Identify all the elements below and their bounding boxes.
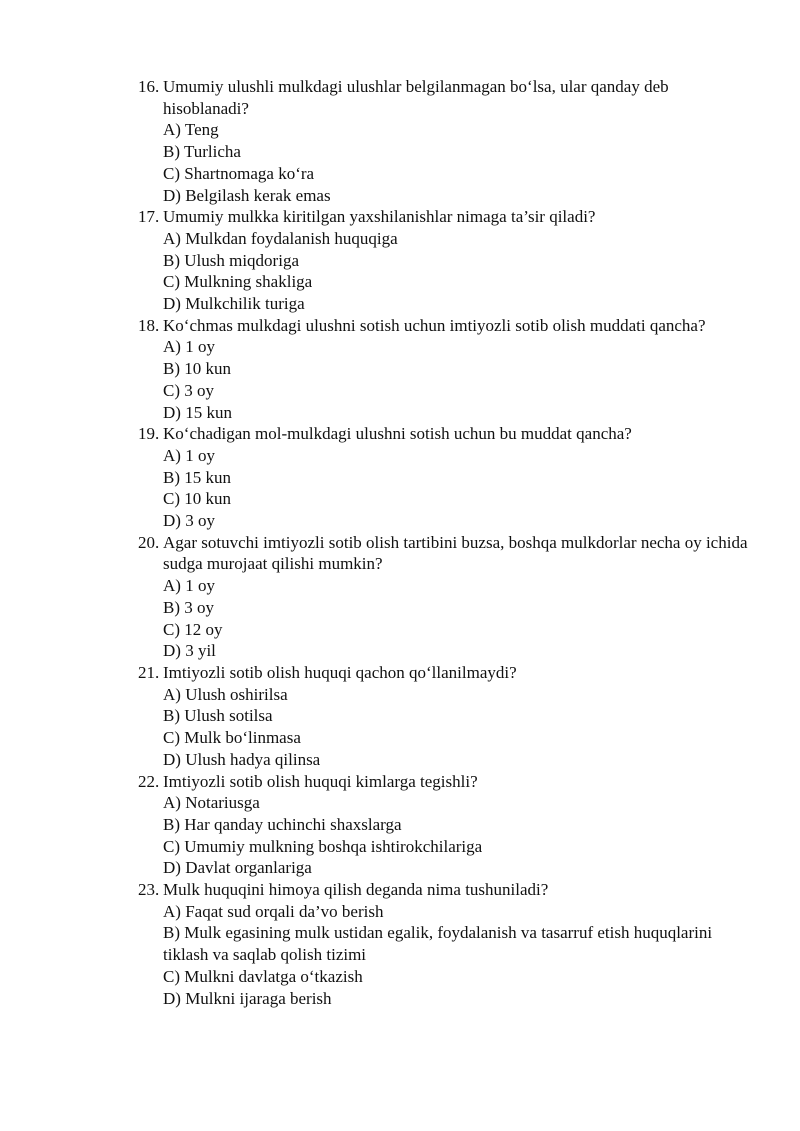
question-number: 18. (138, 315, 160, 335)
question-22 (138, 771, 748, 880)
option-a: A) Faqat sud orqali da’vo berish (163, 901, 384, 921)
question-text: Imtiyozli sotib olish huquqi kimlarga tegishli? (163, 771, 478, 791)
option-d: D) 3 oy (163, 511, 215, 531)
option-a: A) Mulkdan foydalanish huquqiga (163, 228, 398, 248)
question-18 (138, 315, 748, 424)
option-b: B) Har qanday uchinchi shaxslarga (163, 814, 402, 834)
option-b: B) Ulush miqdoriga (163, 250, 299, 270)
option-c: C) Umumiy mulkning boshqa ishtirokchilariga (163, 836, 483, 856)
question-17 (138, 206, 748, 315)
option-b: B) 10 kun (163, 359, 231, 379)
option-a: A) Ulush oshirilsa (163, 684, 288, 704)
question-20 (138, 532, 748, 662)
option-c: C) Mulk bo‘linmasa (163, 728, 301, 748)
question-text: Ko‘chadigan mol-mulkdagi ulushni sotish uchun bu muddat qancha? (163, 424, 632, 444)
question-text: Mulk huquqini himoya qilish deganda nima tushuniladi? (163, 880, 549, 900)
question-23 (138, 879, 748, 1009)
question-text: Umumiy mulkka kiritilgan yaxshilanishlar nimaga ta’sir qiladi? (163, 207, 596, 227)
question-number: 22. (138, 771, 160, 791)
option-d: D) Davlat organlariga (163, 858, 312, 878)
option-a: A) 1 oy (163, 337, 215, 357)
option-d: D) Belgilash kerak emas (163, 185, 331, 205)
option-a: A) 1 oy (163, 445, 215, 465)
question-21 (138, 662, 748, 771)
option-a: A) Notariusga (163, 793, 260, 813)
option-a: A) Teng (163, 120, 219, 140)
question-text: Umumiy ulushli mulkdagi ulushlar belgilanmagan bo‘lsa, ular qanday deb hisoblanadi? (163, 77, 669, 118)
question-number: 17. (138, 207, 160, 227)
option-b: B) 15 kun (163, 467, 231, 487)
question-number: 20. (138, 532, 160, 552)
option-d: D) Ulush hadya qilinsa (163, 749, 321, 769)
option-c: C) Mulkning shakliga (163, 272, 313, 292)
option-d: D) Mulkchilik turiga (163, 294, 305, 314)
option-d: D) Mulkni ijaraga berish (163, 988, 332, 1008)
option-c: C) 12 oy (163, 619, 223, 639)
question-19 (138, 423, 748, 532)
question-number: 19. (138, 424, 160, 444)
question-text: Imtiyozli sotib olish huquqi qachon qo‘llanilmaydi? (163, 662, 517, 682)
option-c: C) Mulkni davlatga o‘tkazish (163, 966, 363, 986)
question-number: 21. (138, 662, 160, 682)
option-c: C) Shartnomaga ko‘ra (163, 163, 315, 183)
option-b: B) Mulk egasining mulk ustidan egalik, foydalanish va tasarruf etish huquqlarini tiklash va saqlab qolish tizimi (163, 923, 713, 965)
question-list (138, 76, 748, 1009)
question-number: 23. (138, 880, 160, 900)
option-c: C) 3 oy (163, 380, 214, 400)
option-d: D) 15 kun (163, 402, 232, 422)
question-text: Agar sotuvchi imtiyozli sotib olish tartibini buzsa, boshqa mulkdorlar necha oy ichida sudga murojaat qilishi mumkin? (163, 532, 748, 574)
question-text: Ko‘chmas mulkdagi ulushni sotish uchun imtiyozli sotib olish muddati qancha? (163, 315, 706, 335)
option-c: C) 10 kun (163, 489, 231, 509)
question-16 (138, 76, 748, 206)
option-a: A) 1 oy (163, 576, 215, 596)
option-b: B) 3 oy (163, 597, 214, 617)
option-d: D) 3 yil (163, 641, 216, 661)
option-b: B) Ulush sotilsa (163, 706, 273, 726)
option-b: B) Turlicha (163, 142, 241, 162)
question-number: 16. (138, 77, 160, 96)
